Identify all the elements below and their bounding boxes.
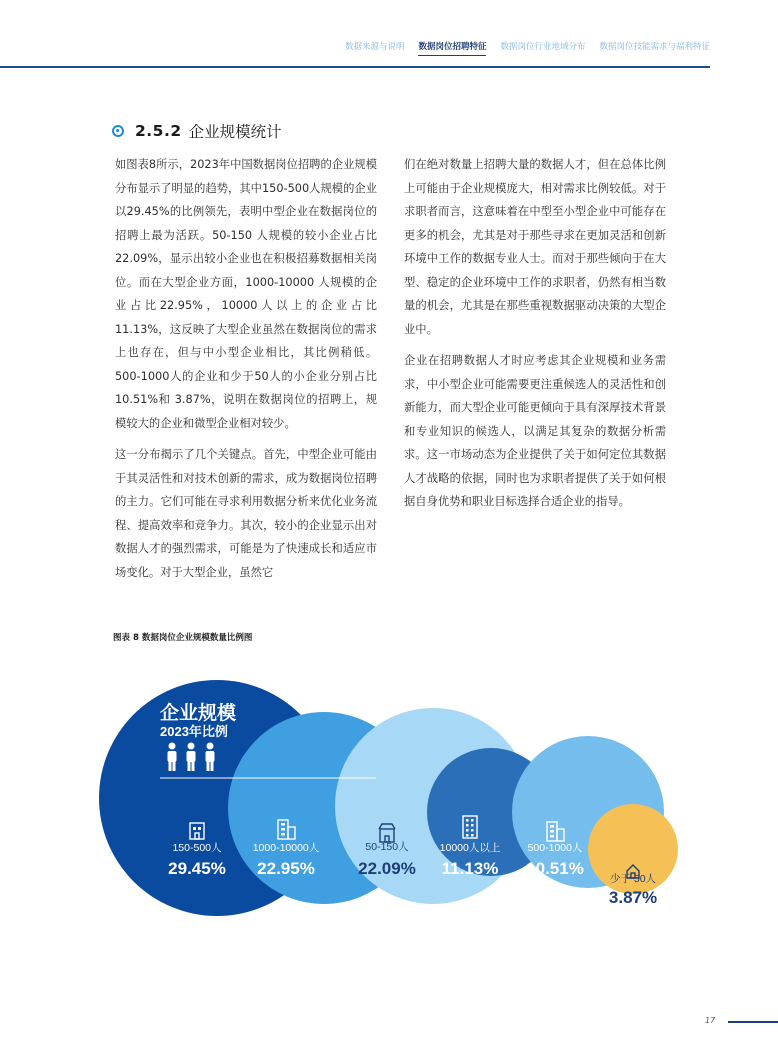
category-label: 10000人以上 — [439, 842, 501, 854]
paragraph: 这一分布揭示了几个关键点。首先，中型企业可能由于其灵活性和对技术创新的需求，成为数据岗位招聘的主力。它们可能在寻求利用数据分析来优化业务流程、提高效率和竞争力。其次，较小的企业显示出对数据人才的强烈需求，可能是为了快速成长和适应市场变化。对于大型企业，虽然它 — [115, 448, 377, 579]
page-number: 17 — [705, 1016, 716, 1025]
percent-label: 22.09% — [358, 859, 416, 878]
header-rule — [0, 66, 710, 68]
percent-label: 11.13% — [441, 859, 499, 878]
company-size-bubble-chart — [0, 650, 778, 950]
nav-tab-skills-benefits[interactable]: 数据岗位技能需求与福利特征 — [599, 42, 710, 52]
section-title: 企业规模统计 — [188, 123, 282, 141]
nav-tab-data-source[interactable]: 数据来源与说明 — [344, 42, 405, 52]
chapter-nav — [345, 40, 710, 52]
percent-label: 29.45% — [168, 859, 226, 878]
body-column-left — [115, 153, 377, 592]
nav-tab-recruitment-features[interactable]: 数据岗位招聘特征 — [418, 42, 487, 52]
category-label: 1000-10000人 — [252, 842, 320, 854]
percent-label: 22.95% — [257, 859, 315, 878]
paragraph: 们在绝对数量上招聘大量的数据人才，但在总体比例上可能由于企业规模庞大，相对需求比例较低。对于求职者而言，这意味着在中型至小型企业中可能存在更多的机会，尤其是对于那些寻求在更加灵活和创新环境中工作的数据专业人士。而对于那些倾向于在大型、稳定的企业环境中工作的求职者，仍然有相当数量的机会，尤其是在那些重视数据驱动决策的大型企业中。 — [404, 158, 666, 336]
paragraph: 如图表8所示，2023年中国数据岗位招聘的企业规模分布显示了明显的趋势，其中150-500人规模的企业以29.45%的比例领先，表明中型企业在数据岗位的招聘上最为活跃。50-150 人规模的较小企业占比22.09%，显示出较小企业也在积极招募数据相关岗位。而在大型企业方面，1000-10000 人规模的企业占比22.95%，10000人以上的企业占比11.13%，这反映了大型企业虽然在数据岗位的需求上也存在，但与中小型企业相比，其比例稍低。500-1000人的企业和少于50人的小企业分别占比10.51%和 3.87%，说明在数据岗位的招聘上，规模较大的企业和微型企业相对较少。 — [115, 158, 377, 430]
chart-subtitle: 2023年比例 — [160, 724, 228, 739]
nav-tab-industry-region[interactable]: 数据岗位行业地域分布 — [500, 42, 586, 52]
percent-label: 3.87% — [608, 888, 658, 907]
paragraph: 企业在招聘数据人才时应考虑其企业规模和业务需求，中小型企业可能需要更注重候选人的灵活性和创新能力，而大型企业可能更倾向于具有深厚技术背景和专业知识的候选人，以满足其复杂的数据分析需求。这一市场动态为企业提供了关于如何定位其数据人才战略的依据，同时也为求职者提供了关于如何根据自身优势和职业目标选择合适企业的指导。 — [404, 354, 666, 508]
chart-title: 企业规模 — [160, 703, 237, 724]
category-label: 500-1000人 — [527, 842, 583, 854]
category-label: 150-500人 — [172, 842, 222, 854]
category-label: 50-150人 — [365, 841, 409, 853]
target-bullet-icon — [112, 125, 124, 137]
percent-label: 10.51% — [526, 859, 584, 878]
section-heading — [112, 120, 282, 142]
category-label: 少于 50人 — [609, 873, 657, 885]
page-number-rule — [728, 1021, 778, 1023]
body-column-right — [404, 153, 666, 522]
section-number: 2.5.2 — [135, 122, 182, 140]
figure-caption: 图表 8 数据岗位企业规模数量比例图 — [113, 633, 253, 643]
